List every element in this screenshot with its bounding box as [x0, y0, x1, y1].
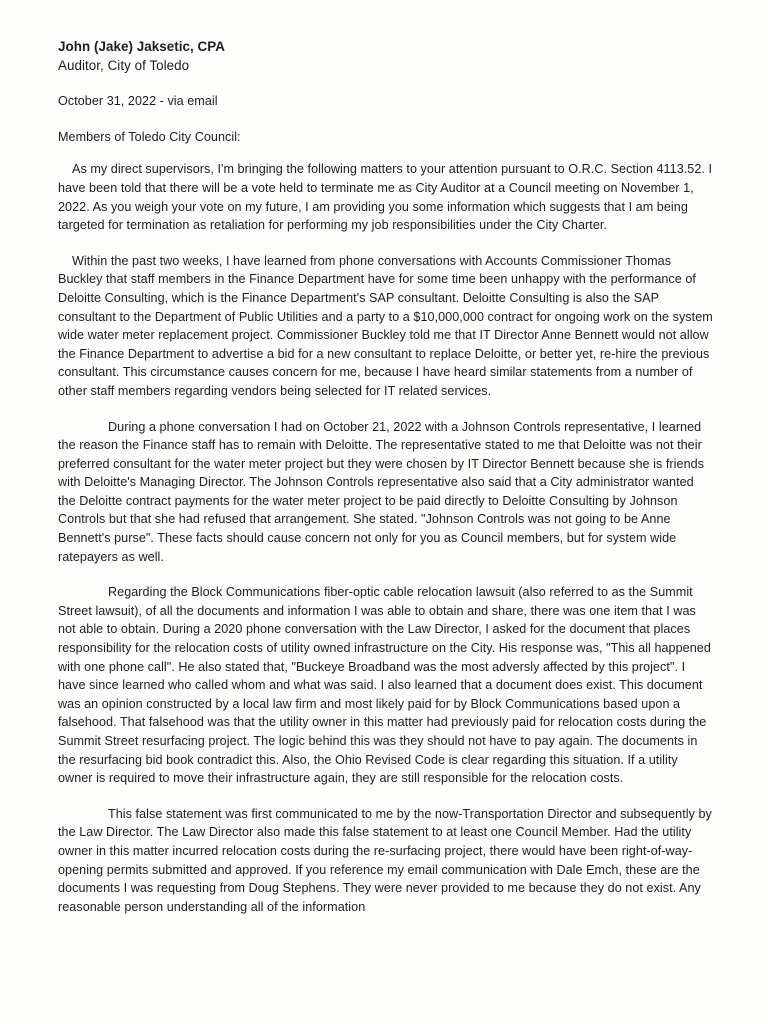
paragraph-4: Regarding the Block Communications fiber-optic cable relocation lawsuit (also referred to as the Summit Street lawsuit), of all the documents and information I was able to obtain and share, there was one item that I was not able to obtain. During a 2020 phone conversation with the Law Director, I asked for the document that places responsibility for the relocation costs of utility owned infrastructure on the City. His response was, "This all happened with one phone call". He also stated that, "Buckeye Broadband was the most adversly affected by this project". I have since learned who called whom and what was said. I also learned that a document does exist. This document was an opinion constructed by a local law firm and most likely paid for by Block Communications based upon a falsehood. That falsehood was that the utility owner in this matter had previously paid for relocation costs during the Summit Street resurfacing project. The logic behind this was they should not have to pay again. The documents in the resurfacing bid book contradict this. Also, the Ohio Revised Code is clear regarding this situation. If a utility owner is required to move their infrastructure again, they are still responsible for the relocation costs.	[58, 585, 711, 786]
letter-body	[58, 38, 714, 933]
paragraph-2: Within the past two weeks, I have learned from phone conversations with Accounts Commissioner Thomas Buckley that staff members in the Finance Department have for some time been unhappy with the performance of Deloitte Consulting, which is the Finance Department's SAP consultant. Deloitte Consulting is also the SAP consultant to the Department of Public Utilities and a party to a $10,000,000 contract for ongoing work on the system wide water meter replacement project. Commissioner Buckley told me that IT Director Anne Bennett would not allow the Finance Department to advertise a bid for a new consultant to replace Deloitte, or better yet, re-hire the previous consultant. This circumstance causes concern for me, because I have heard similar statements from a number of other staff members regarding vendors being selected for IT related services.	[58, 253, 713, 398]
author-title: Auditor, City of Toledo	[58, 57, 190, 73]
letter-date: October 31, 2022 - via email	[58, 94, 218, 109]
author-name: John (Jake) Jaksetic, CPA	[58, 39, 225, 54]
paragraph-1: As my direct supervisors, I'm bringing the following matters to your attention pursuant to O.R.C. Section 4113.52. I have been told that there will be a vote held to terminate me as City Auditor at a Council meeting on November 1, 2022. As you weigh your vote on my future, I am providing you some information which suggests that I am being targeted for termination as retaliation for performing my job responsibilities under the City Charter.	[58, 162, 713, 233]
paragraph-3: During a phone conversation I had on October 21, 2022 with a Johnson Controls representative, I learned the reason the Finance staff has to remain with Deloitte. The representative stated to me that Deloitte was not their preferred consultant for the water meter project but they were chosen by IT Director Bennett because she is friends with Deloitte's Managing Director. The Johnson Controls representative also said that a City administrator wanted the Deloitte contract payments for the water meter project to be paid directly to Deloitte Consulting by Johnson Controls but that she had refused that arrangement. She stated. "Johnson Controls was not going to be Anne Bennett's purse". These facts should cause concern not only for you as Council members, but for system wide ratepayers as well.	[58, 419, 705, 564]
salutation: Members of Toledo City Council:	[58, 129, 241, 144]
paragraph-5: This false statement was first communicated to me by the now-Transportation Director and subsequently by the Law Director. The Law Director also made this false statement to at least one Council Member. Had the utility owner in this matter incurred relocation costs during the re-surfacing project, there would have been right-of-way-opening permits submitted and approved. If you reference my email communication with Dale Emch, these are the documents I was requesting from Doug Stephens. They were never provided to me because they do not exist. Any reasonable person understanding all of the information	[58, 806, 712, 914]
